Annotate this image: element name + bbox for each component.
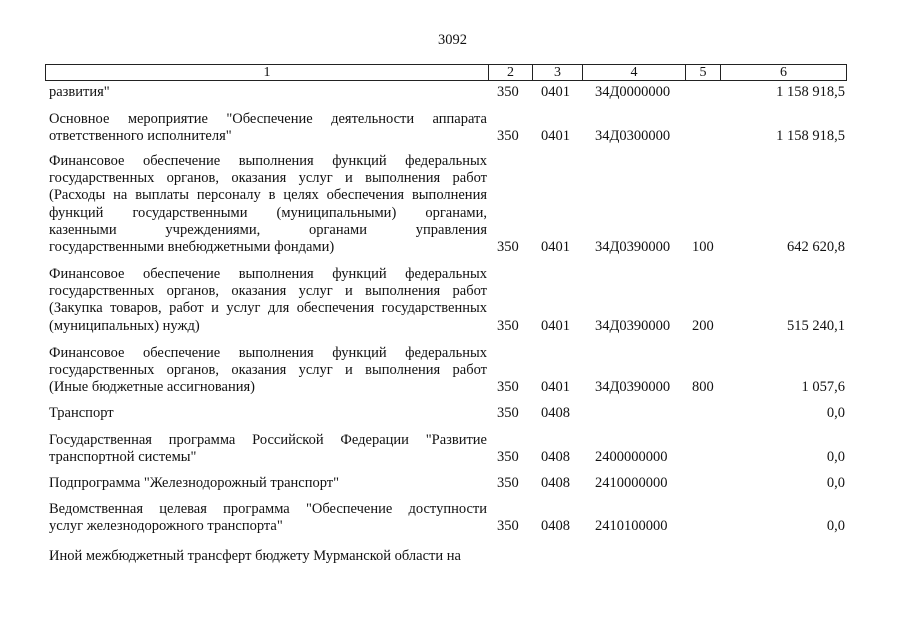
row-description-line: Финансовое обеспечение выполнения функций федеральных [49,153,487,169]
row-target-article-code: 34Д0390000 [595,239,671,255]
row-description-line: Иной межбюджетный трансферт бюджету Мурманской области на [49,548,461,564]
row-description-line: Транспорт [49,405,114,421]
row-target-article-code: 34Д0300000 [595,128,671,145]
row-description [49,501,487,535]
row-description-line: Государственная программа Российской Федерации "Развитие [49,432,487,448]
row-amount: 0,0 [826,518,845,535]
column-header-3: 3 [532,65,582,80]
column-header-1: 1 [263,65,271,80]
row-description-line: функций государственными (муниципальными) органами, [49,204,487,221]
row-description-line: Финансовое обеспечение выполнения функций федеральных [49,266,487,282]
row-description-line: услуг железнодорожного транспорта" [49,518,283,535]
row-subsection-code: 0408 [541,518,570,535]
row-description [49,153,487,256]
row-expense-type-code: 800 [692,379,714,396]
row-description-line: (Закупка товаров, работ и услуг для обеспечения государственных [49,300,487,317]
row-description [49,84,487,101]
row-section-code: 350 [497,475,519,491]
column-header-row [45,64,847,81]
row-description [49,405,487,422]
row-subsection-code: 0401 [541,379,570,396]
row-target-article-code: 2410100000 [595,518,668,535]
row-amount: 0,0 [826,405,845,421]
row-description [49,432,487,466]
page-number: 3092 [438,32,467,48]
row-target-article-code: 34Д0390000 [595,317,671,334]
row-description [49,475,487,492]
row-description-line: (Расходы на выплаты персоналу в целях обеспечения выполнения [49,187,487,204]
row-amount: 0,0 [826,475,845,491]
row-target-article-code: 34Д0000000 [595,84,671,100]
row-amount: 515 240,1 [787,317,845,334]
row-subsection-code: 0401 [541,128,570,145]
row-expense-type-code: 100 [692,239,714,255]
row-section-code: 350 [497,405,519,421]
row-expense-type-code: 200 [692,317,714,334]
row-description-line: (муниципальных) нужд) [49,317,200,334]
column-header-2: 2 [488,65,532,80]
row-subsection-code: 0408 [541,405,570,421]
row-subsection-code: 0401 [541,84,570,100]
row-section-code: 350 [497,379,519,396]
row-subsection-code: 0408 [541,449,570,466]
row-section-code: 350 [497,128,519,145]
row-description-line: казенными учреждениями, органами управления [49,221,487,238]
row-section-code: 350 [497,518,519,535]
row-section-code: 350 [497,317,519,334]
row-description [49,345,487,397]
row-subsection-code: 0401 [541,317,570,334]
row-description-line: развития" [49,84,110,100]
row-amount: 642 620,8 [787,239,845,255]
row-description-line: (Иные бюджетные ассигнования) [49,379,256,396]
row-section-code: 350 [497,239,519,255]
row-subsection-code: 0401 [541,239,570,255]
row-target-article-code: 34Д0390000 [595,379,671,396]
row-amount: 1 057,6 [801,379,845,396]
row-subsection-code: 0408 [541,475,570,491]
row-section-code: 350 [497,84,519,100]
row-description-line: государственных органов, оказания услуг и выполнения работ [49,362,487,379]
row-description [49,266,487,335]
column-header-4: 4 [582,65,685,80]
row-description-line: транспортной системы" [49,449,197,466]
row-description-line: Ведомственная целевая программа "Обеспечение доступности [49,501,487,517]
row-target-article-code: 2410000000 [595,475,668,491]
column-header-6: 6 [720,65,846,80]
row-description [49,548,487,565]
row-description-line: государственных органов, оказания услуг и выполнения работ [49,170,487,187]
row-amount: 0,0 [826,449,845,466]
row-description-line: государственными внебюджетными фондами) [49,239,335,256]
row-description-line: Финансовое обеспечение выполнения функций федеральных [49,345,487,361]
row-description [49,111,487,145]
row-description-line: ответственного исполнителя" [49,128,232,145]
column-header-5: 5 [685,65,720,80]
row-amount: 1 158 918,5 [776,128,845,145]
row-description-line: Основное мероприятие "Обеспечение деятельности аппарата [49,111,487,127]
row-section-code: 350 [497,449,519,466]
row-target-article-code: 2400000000 [595,449,668,466]
row-amount: 1 158 918,5 [776,84,845,100]
row-description-line: государственных органов, оказания услуг и выполнения работ [49,283,487,300]
row-description-line: Подпрограмма "Железнодорожный транспорт" [49,475,340,491]
